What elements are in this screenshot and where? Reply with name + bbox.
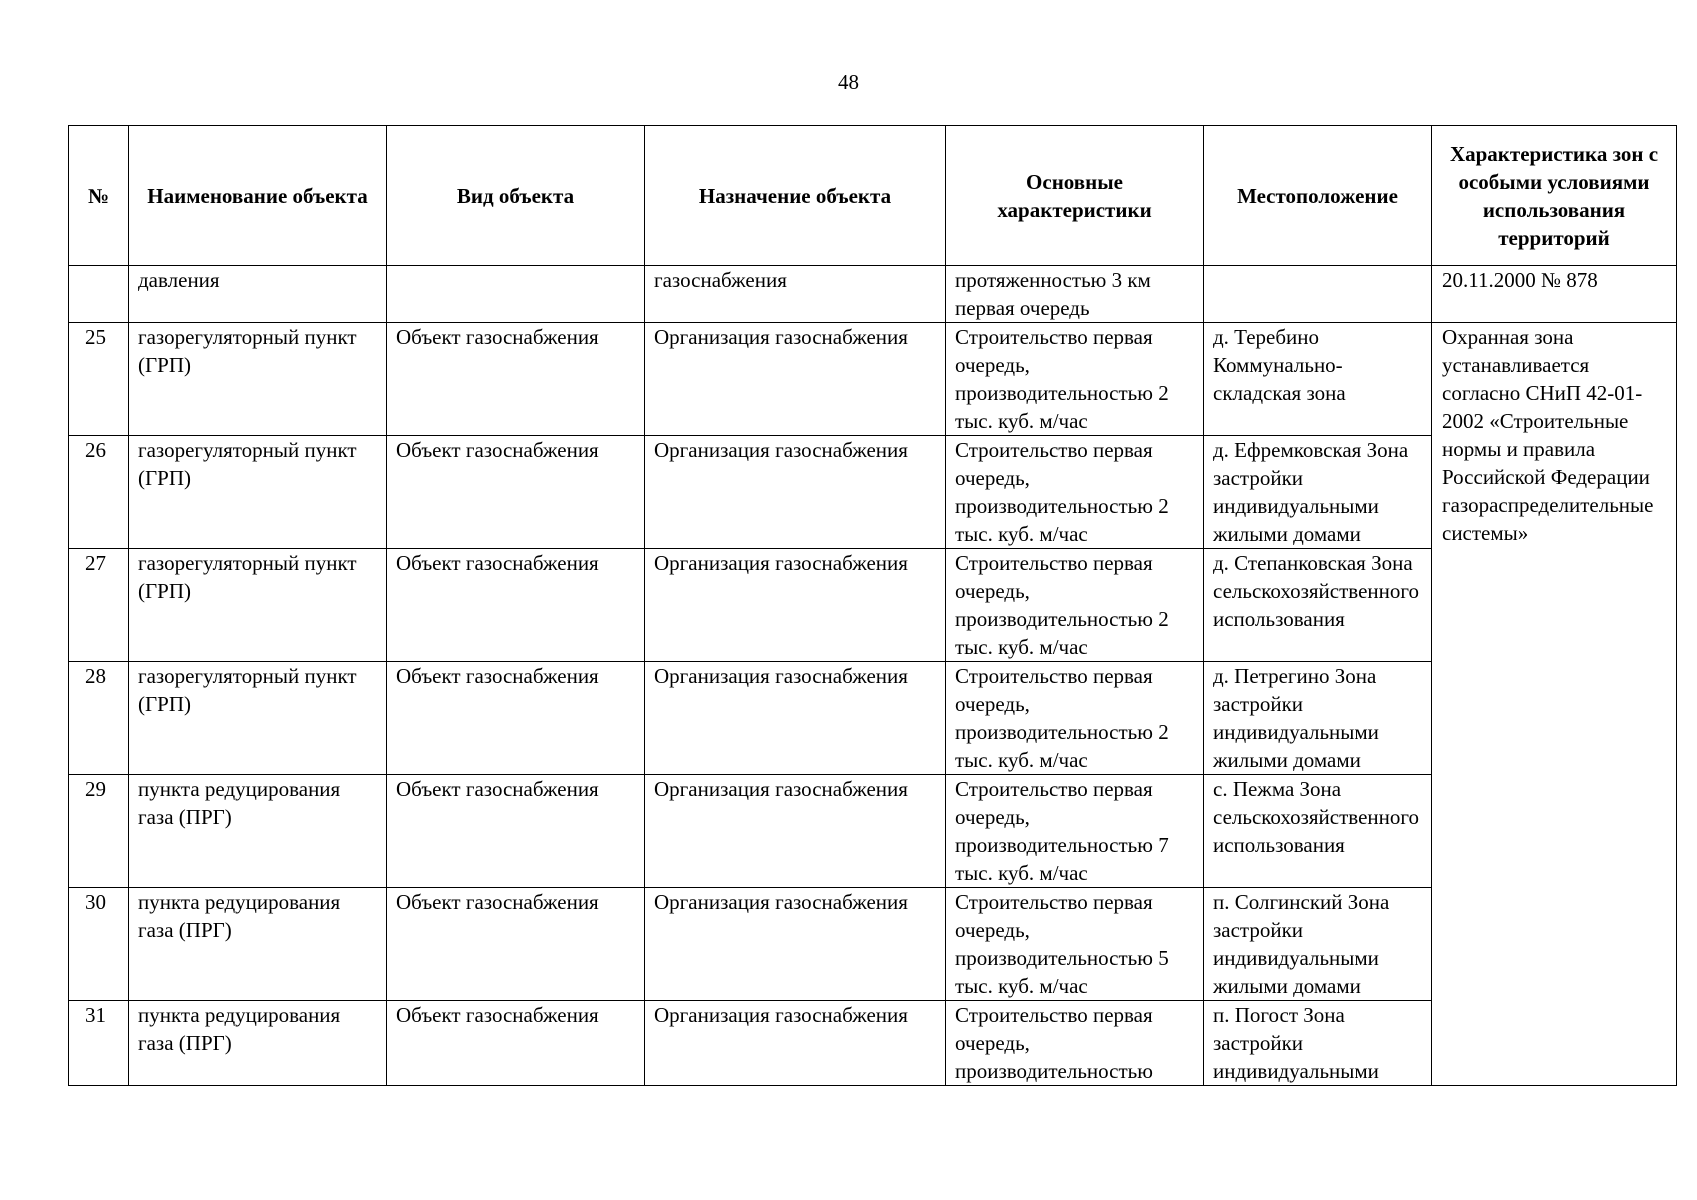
cell-specs: протяженностью 3 км первая очередь xyxy=(946,266,1204,323)
table-row xyxy=(69,323,1677,436)
header-zones: Характеристика зон с особыми условиями использования территорий xyxy=(1432,126,1677,266)
cell-location: д. Ефремковская Зона застройки индивидуальными жилыми домами xyxy=(1204,436,1432,549)
cell-specs: Строительство первая очередь, производительностью 2 тыс. куб. м/час xyxy=(946,436,1204,549)
cell-zone: 20.11.2000 № 878 xyxy=(1432,266,1677,323)
cell-type: Объект газоснабжения xyxy=(387,662,645,775)
cell-type: Объект газоснабжения xyxy=(387,323,645,436)
cell-location: с. Пежма Зона сельскохозяйственного использования xyxy=(1204,775,1432,888)
cell-specs: Строительство первая очередь, производительностью 5 тыс. куб. м/час xyxy=(946,888,1204,1001)
cell-type: Объект газоснабжения xyxy=(387,436,645,549)
cell-num: 30 xyxy=(69,888,129,1001)
cell-purpose: Организация газоснабжения xyxy=(645,775,946,888)
cell-purpose: Организация газоснабжения xyxy=(645,436,946,549)
cell-name: пункта редуцирования газа (ПРГ) xyxy=(129,1001,387,1086)
cell-purpose: Организация газоснабжения xyxy=(645,888,946,1001)
cell-num: 25 xyxy=(69,323,129,436)
cell-specs: Строительство первая очередь, производительностью 7 тыс. куб. м/час xyxy=(946,775,1204,888)
cell-name: давления xyxy=(129,266,387,323)
cell-type xyxy=(387,266,645,323)
cell-location: д. Степанковская Зона сельскохозяйственного использования xyxy=(1204,549,1432,662)
cell-specs: Строительство первая очередь, производительностью 2 тыс. куб. м/час xyxy=(946,323,1204,436)
cell-name: газорегуляторный пункт (ГРП) xyxy=(129,662,387,775)
cell-location: п. Солгинский Зона застройки индивидуальными жилыми домами xyxy=(1204,888,1432,1001)
cell-name: газорегуляторный пункт (ГРП) xyxy=(129,436,387,549)
cell-specs: Строительство первая очередь, производительностью xyxy=(946,1001,1204,1086)
cell-specs: Строительство первая очередь, производительностью 2 тыс. куб. м/час xyxy=(946,549,1204,662)
cell-num: 29 xyxy=(69,775,129,888)
cell-purpose: Организация газоснабжения xyxy=(645,1001,946,1086)
header-specs: Основные характеристики xyxy=(946,126,1204,266)
cell-num: 31 xyxy=(69,1001,129,1086)
table-row-continuation xyxy=(69,266,1677,323)
cell-purpose: Организация газоснабжения xyxy=(645,549,946,662)
header-type: Вид объекта xyxy=(387,126,645,266)
header-location: Местоположение xyxy=(1204,126,1432,266)
cell-num: 26 xyxy=(69,436,129,549)
cell-purpose: Организация газоснабжения xyxy=(645,323,946,436)
cell-purpose: Организация газоснабжения xyxy=(645,662,946,775)
cell-name: газорегуляторный пункт (ГРП) xyxy=(129,549,387,662)
cell-location xyxy=(1204,266,1432,323)
objects-table xyxy=(68,125,1677,1086)
cell-type: Объект газоснабжения xyxy=(387,888,645,1001)
header-name: Наименование объекта xyxy=(129,126,387,266)
cell-type: Объект газоснабжения xyxy=(387,549,645,662)
cell-location: д. Теребино Коммунально-складская зона xyxy=(1204,323,1432,436)
header-purpose: Назначение объекта xyxy=(645,126,946,266)
cell-name: пункта редуцирования газа (ПРГ) xyxy=(129,775,387,888)
cell-num: 27 xyxy=(69,549,129,662)
header-num: № xyxy=(69,126,129,266)
cell-purpose: газоснабжения xyxy=(645,266,946,323)
cell-name: газорегуляторный пункт (ГРП) xyxy=(129,323,387,436)
cell-type: Объект газоснабжения xyxy=(387,775,645,888)
cell-zone-protection: Охранная зона устанавливается согласно СНиП 42-01-2002 «Строительные нормы и правила Российской Федерации газораспределительные системы» xyxy=(1432,323,1677,1086)
cell-location: п. Погост Зона застройки индивидуальными xyxy=(1204,1001,1432,1086)
cell-num: 28 xyxy=(69,662,129,775)
cell-num xyxy=(69,266,129,323)
table-header-row xyxy=(69,126,1677,266)
page-number: 48 xyxy=(838,70,859,94)
cell-type: Объект газоснабжения xyxy=(387,1001,645,1086)
cell-specs: Строительство первая очередь, производительностью 2 тыс. куб. м/час xyxy=(946,662,1204,775)
cell-location: д. Петрегино Зона застройки индивидуальными жилыми домами xyxy=(1204,662,1432,775)
cell-name: пункта редуцирования газа (ПРГ) xyxy=(129,888,387,1001)
